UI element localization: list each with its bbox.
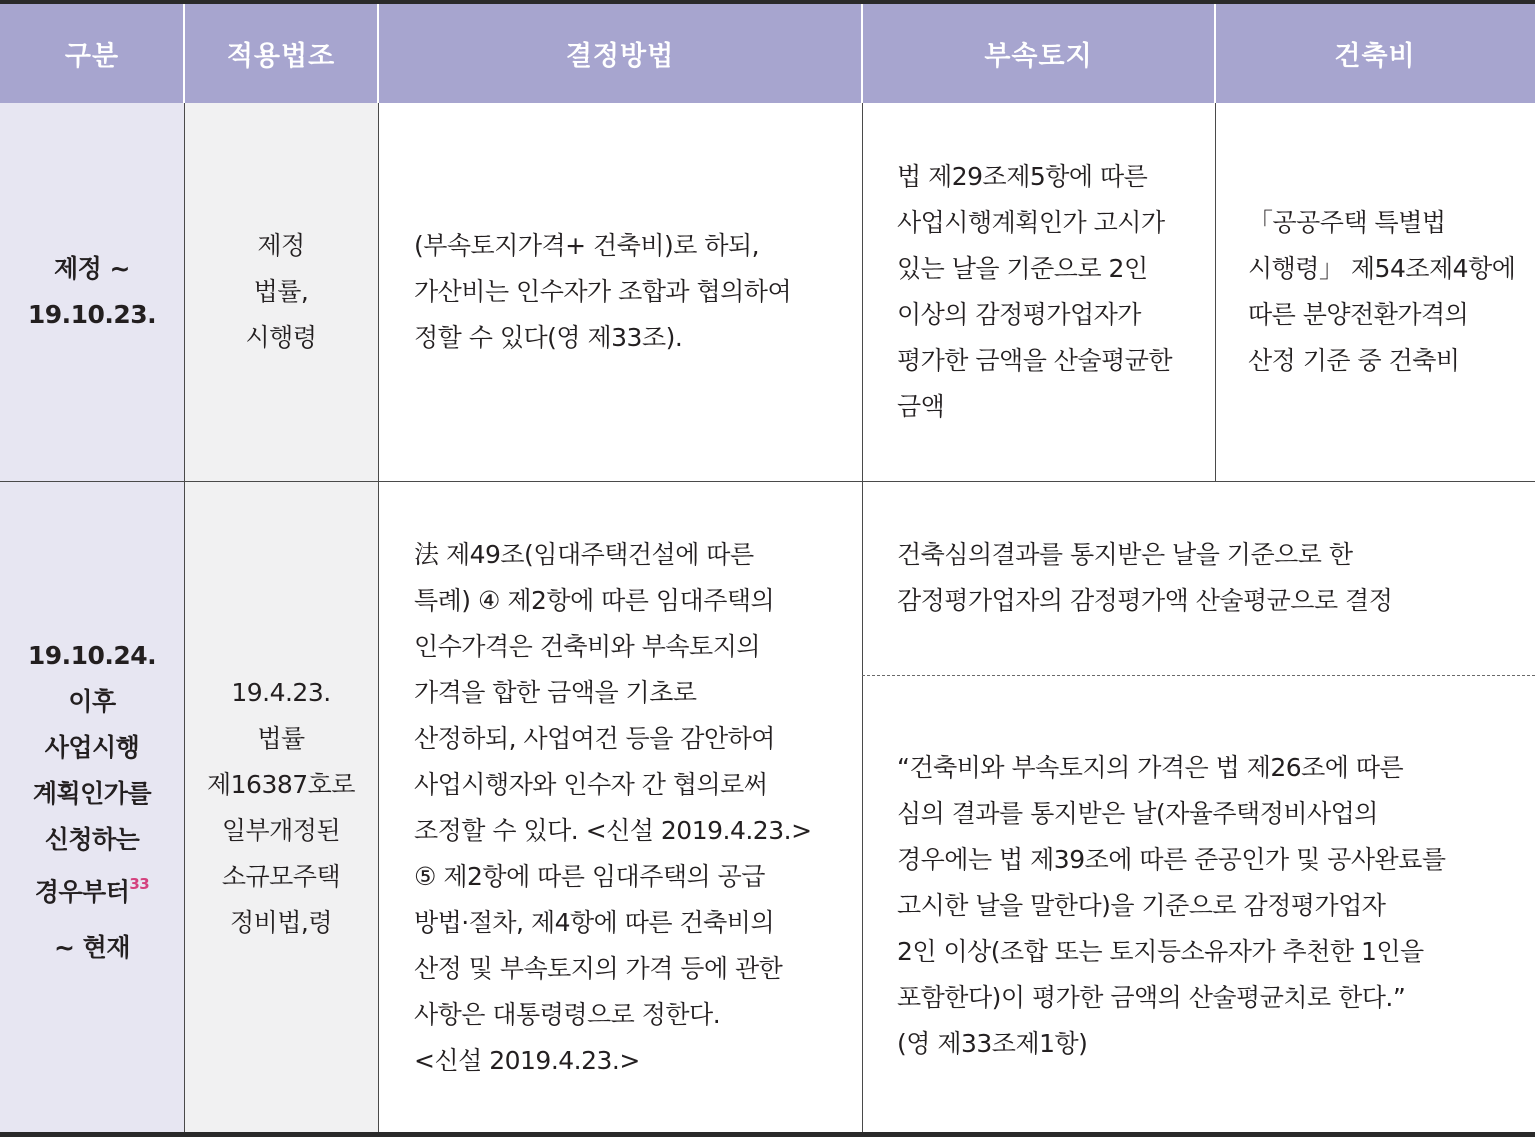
row2-law-line: 19.4.23.: [231, 678, 331, 707]
row1-law-line: 제정: [257, 231, 305, 260]
header-method: 결정방법: [378, 4, 862, 103]
header-divider: [1214, 4, 1216, 103]
row1-law-line: 시행령: [245, 323, 317, 352]
row2-law-line: 정비법,령: [229, 908, 333, 937]
row1-building-line: 「공공주택 특별법: [1248, 208, 1446, 237]
row2-method-line: 가격을 합한 금액을 기초로: [414, 678, 697, 707]
row2-period-end: ~ 현재: [54, 933, 130, 963]
row1-law-line: 법률,: [253, 277, 309, 306]
row1-land-line: 있는 날을 기준으로 2인: [897, 254, 1148, 283]
row2-period-line: 19.10.24.: [27, 641, 157, 670]
row1-method-line: 가산비는 인수자가 조합과 협의하여: [414, 277, 792, 306]
row1-building: [1248, 200, 1530, 384]
row2-method-line: 法 제49조(임대주택건설에 따른: [414, 540, 754, 569]
row1-building-line: 산정 기준 중 건축비: [1248, 346, 1460, 375]
header-period: 구분: [0, 4, 184, 103]
row2-merged-bottom-line: “건축비와 부속토지의 가격은 법 제26조에 따른: [897, 753, 1404, 782]
row2-merged-bottom-line: (영 제33조제1항): [897, 1029, 1088, 1058]
row2-method: [414, 532, 854, 1084]
row2-period-line: 신청하는: [44, 825, 140, 854]
row1-land-line: 이상의 감정평가업자가: [897, 300, 1141, 329]
row2-merged-top-line: 감정평가업자의 감정평가액 산술평균으로 결정: [897, 586, 1393, 615]
row2-law-line: 법률: [257, 724, 305, 753]
column-divider: [1215, 103, 1216, 481]
row2-law-line: 제16387호로: [207, 770, 355, 799]
row2-merged-bottom-line: 심의 결과를 통지받은 날(자율주택정비사업의: [897, 799, 1378, 828]
row1-law: [184, 223, 378, 361]
row2-period: [0, 633, 184, 971]
row2-merged-bottom-line: 포함한다)이 평가한 금액의 산술평균치로 한다.”: [897, 983, 1406, 1012]
row1-land-line: 평가한 금액을 산술평균한: [897, 346, 1173, 375]
row1-land-line: 법 제29조제5항에 따른: [897, 162, 1148, 191]
header-building: 건축비: [1215, 4, 1535, 103]
row2-method-line: 조정할 수 있다. <신설 2019.4.23.>: [414, 816, 812, 845]
header-land: 부속토지: [862, 4, 1215, 103]
row2-merged-bottom: [897, 745, 1527, 1067]
row2-merged-bottom-line: 경우에는 법 제39조에 따른 준공인가 및 공사완료를: [897, 845, 1446, 874]
dashed-divider: [862, 675, 1535, 676]
row1-method: [414, 223, 854, 361]
row1-method-line: 정할 수 있다(영 제33조).: [414, 323, 683, 352]
row-divider: [0, 481, 1535, 482]
row2-law-line: 소규모주택: [221, 862, 341, 891]
row1-building-line: 시행령」 제54조제4항에: [1248, 254, 1516, 283]
row2-period-line: 사업시행: [44, 733, 140, 762]
row1-land-line: 사업시행계획인가 고시가: [897, 208, 1165, 237]
column-divider: [862, 103, 863, 1132]
header-law: 적용법조: [184, 4, 378, 103]
table-bottom-rule: [0, 1132, 1535, 1137]
row1-building-line: 따른 분양전환가격의: [1248, 300, 1469, 329]
column-divider: [378, 103, 379, 1132]
row2-method-line: ⑤ 제2항에 따른 임대주택의 공급: [414, 862, 765, 891]
row2-law-line: 일부개정된: [221, 816, 341, 845]
row1-method-line: (부속토지가격+ 건축비)로 하되,: [414, 231, 760, 260]
row1-land: [897, 154, 1209, 430]
row2-method-line: 특례) ④ 제2항에 따른 임대주택의: [414, 586, 775, 615]
row2-method-line: 인수가격은 건축비와 부속토지의: [414, 632, 760, 661]
header-divider: [377, 4, 379, 103]
row2-method-line: 사항은 대통령령으로 정한다.: [414, 1000, 721, 1029]
row2-method-line: 사업시행자와 인수자 간 협의로써: [414, 770, 768, 799]
row2-merged-top-line: 건축심의결과를 통지받은 날을 기준으로 한: [897, 540, 1353, 569]
row2-period-line: [0, 863, 184, 915]
footnote-marker: 33: [129, 875, 150, 893]
row1-land-line: 금액: [897, 392, 945, 421]
row2-merged-bottom-line: 2인 이상(조합 또는 토지등소유자가 추천한 1인을: [897, 937, 1424, 966]
row2-law: [184, 670, 378, 946]
row2-method-line: 방법·절차, 제4항에 따른 건축비의: [414, 908, 775, 937]
header-divider: [861, 4, 863, 103]
table-top-rule: [0, 0, 1535, 4]
row2-period-line-text: 경우부터: [34, 877, 130, 907]
row2-method-line: 산정 및 부속토지의 가격 등에 관한: [414, 954, 783, 983]
row2-period-line: 이후: [68, 687, 116, 716]
row2-merged-bottom-line: 고시한 날을 말한다)을 기준으로 감정평가업자: [897, 891, 1386, 920]
row1-period: [0, 246, 184, 338]
row2-period-line: 계획인가를: [32, 779, 152, 808]
header-divider: [183, 4, 185, 103]
row2-method-line: 산정하되, 사업여건 등을 감안하여: [414, 724, 775, 753]
row2-merged-top: [897, 532, 1527, 624]
row1-period-line: 제정 ~: [54, 254, 130, 283]
row1-period-line: 19.10.23.: [27, 300, 157, 329]
row2-method-line: <신설 2019.4.23.>: [414, 1046, 640, 1075]
